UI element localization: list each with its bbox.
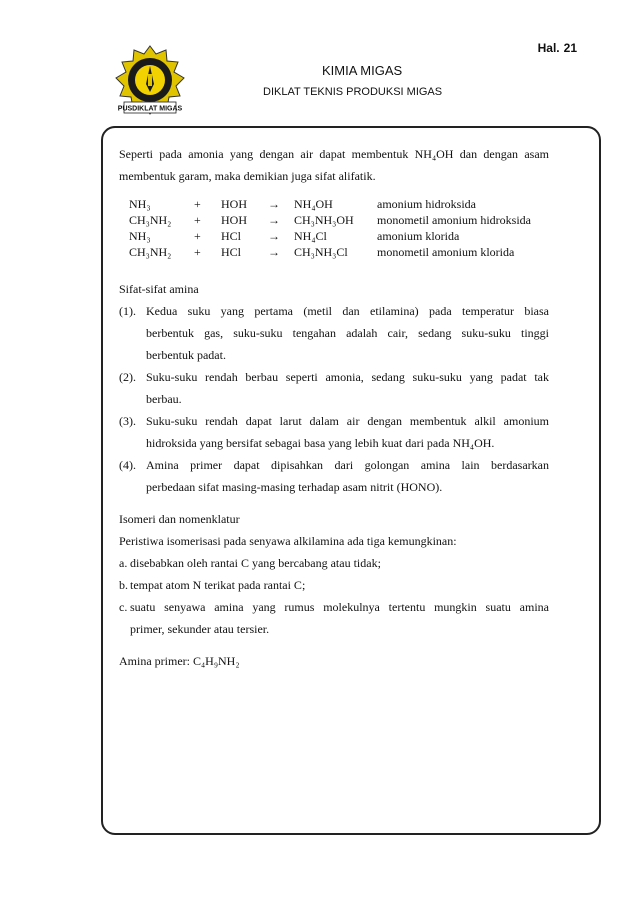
doc-title: KIMIA MIGAS [322, 63, 403, 78]
isomeri-intro: Peristiwa isomerisasi pada senyawa alkilamina ada tiga kemungkinan: [119, 534, 457, 548]
reaction-product: NH₄OH [294, 197, 333, 211]
list-item [119, 410, 549, 454]
amina-primer: Amina primer: C₄H₉NH₂ [119, 654, 240, 668]
reaction-name: amonium hidroksida [377, 197, 476, 211]
pusdiklat-migas-logo [114, 44, 186, 116]
list-item-line: Kedua suku yang pertama (metil dan etilamina) pada temperatur biasa [146, 304, 549, 318]
sifat-heading: Sifat-sifat amina [119, 282, 199, 296]
reaction-reactant: NH₃ [129, 197, 151, 211]
list-item-line: Suku-suku rendah dapat larut dalam air dengan membentuk alkil amonium [146, 414, 549, 428]
page-number [534, 41, 577, 55]
reaction-arrow: → [268, 245, 280, 259]
reaction-plus: + [194, 213, 201, 227]
reaction-name: amonium klorida [377, 229, 460, 243]
reaction-product: CH₃NH₃OH [294, 213, 354, 227]
reaction-reagent: HOH [221, 197, 247, 211]
list-item-line: berbentuk gas, suku-suku tengahan adalah cair, sedang suku-suku tinggi [146, 326, 549, 340]
list-item-line: disebabkan oleh rantai C yang bercabang atau tidak; [130, 556, 381, 570]
reaction-product: CH₃NH₃Cl [294, 245, 348, 259]
page-label: Hal. [537, 41, 560, 55]
isomeri-list [119, 552, 549, 640]
reaction-reactant: NH₃ [129, 229, 151, 243]
reaction-arrow: → [268, 229, 280, 243]
list-item-line: Suku-suku rendah berbau seperti amonia, sedang suku-suku yang padat tak [146, 370, 549, 384]
sifat-list [119, 300, 549, 498]
reaction-name: monometil amonium klorida [377, 245, 515, 259]
reaction-plus: + [194, 229, 201, 243]
reaction-reactant: CH₃NH₂ [129, 213, 172, 227]
reaction-name: monometil amonium hidroksida [377, 213, 531, 227]
reaction-reagent: HCl [221, 229, 242, 243]
reaction-plus: + [194, 245, 201, 259]
reaction-table [129, 196, 531, 260]
reaction-reagent: HCl [221, 245, 242, 259]
list-item-number: (3). [119, 414, 136, 428]
reaction-reactant: CH₃NH₂ [129, 245, 172, 259]
list-item-line: suatu senyawa amina yang rumus molekulnya tertentu mungkin suatu amina [130, 600, 549, 614]
list-item [119, 552, 549, 574]
reaction-plus: + [194, 197, 201, 211]
reaction-reagent: HOH [221, 213, 247, 227]
list-item [119, 596, 549, 640]
list-item-number: a. [119, 556, 128, 570]
intro-line-1: Seperti pada amonia yang dengan air dapat membentuk NH₄OH dan dengan asam [119, 147, 549, 161]
list-item-line: berbau. [146, 392, 182, 406]
list-item-number: b. [119, 578, 128, 592]
reaction-row [129, 244, 531, 260]
doc-subtitle: DIKLAT TEKNIS PRODUKSI MIGAS [263, 86, 443, 98]
list-item-line: hidroksida yang bersifat sebagai basa yang lebih kuat dari pada NH₄OH. [146, 436, 495, 450]
list-item-line: perbedaan sifat masing-masing terhadap asam nitrit (HONO). [146, 480, 443, 494]
list-item-line: Amina primer dapat dipisahkan dari golongan amina lain berdasarkan [146, 458, 549, 472]
list-item-number: (4). [119, 458, 136, 472]
list-item [119, 366, 549, 410]
content-area [119, 143, 549, 672]
isomeri-heading: Isomeri dan nomenklatur [119, 512, 240, 526]
page-number-value: 21 [563, 41, 577, 55]
list-item [119, 574, 549, 596]
reaction-row [129, 196, 531, 212]
reaction-arrow: → [268, 197, 280, 211]
intro-line-2: membentuk garam, maka demikian juga sifat alifatik. [119, 169, 376, 183]
list-item-line: primer, sekunder atau tersier. [130, 622, 270, 636]
list-item-number: (2). [119, 370, 136, 384]
list-item-line: tempat atom N terikat pada rantai C; [130, 578, 306, 592]
reaction-row [129, 228, 531, 244]
svg-text:PUSDIKLAT MIGAS: PUSDIKLAT MIGAS [117, 105, 183, 113]
list-item-number: c. [119, 600, 128, 614]
list-item [119, 300, 549, 366]
reaction-arrow: → [268, 213, 280, 227]
list-item-number: (1). [119, 304, 136, 318]
list-item-line: berbentuk padat. [146, 348, 226, 362]
list-item [119, 454, 549, 498]
reaction-row [129, 212, 531, 228]
reaction-product: NH₄Cl [294, 229, 327, 243]
